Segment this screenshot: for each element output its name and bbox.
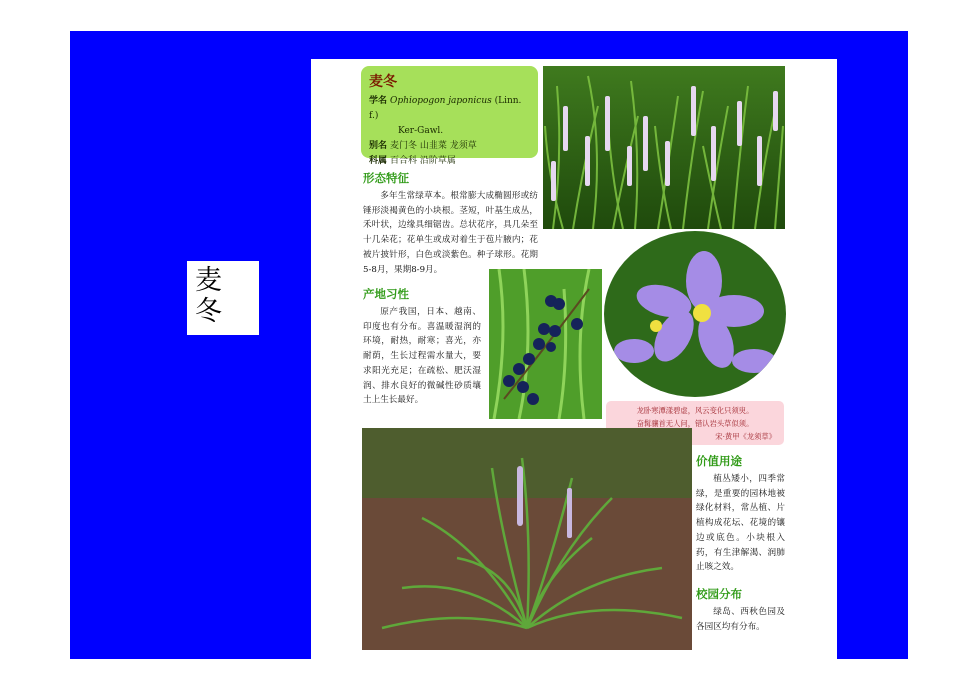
text-habit: 原产我国，日本、越南、印度也有分布。喜温暖湿润的环境，耐热，耐寒；喜光，亦耐荫，生长过程需水量大，要求阳光充足；在疏松、肥沃湿润、排水良好的微碱性砂质壤土上生长最好。 [363,307,481,406]
heading-habit: 产地习性 [363,287,409,301]
latin-author-1: (Linn. f.) [369,96,522,121]
family-row [369,154,530,169]
title-box [361,66,538,166]
text-campus: 绿岛、西秋色园及各园区均有分布。 [696,607,785,632]
latin-author-2: Ker-Gawl. [398,126,444,136]
heading-value: 价值用途 [696,454,742,468]
poem-source: 宋·黄甲《龙须草》 [715,432,776,441]
text-morphology: 多年生常绿草本。根常膨大成椭圆形或纺锤形淡褐黄色的小块根。茎短，叶基生成丛，禾叶状，边缘具细锯齿。总状花序，具几朵至十几朵花；花单生或成对着生于苞片腋内；花被片披针形，白色或淡紫色。种子球形。花期5-8月，果期8-9月。 [363,191,538,275]
heading-campus: 校园分布 [696,587,742,601]
text-value: 植丛矮小，四季常绿，是重要的园林地被绿化材料，常丛植、片植构成花坛、花境的镶边或底色。小块根入药，有生津解渴、润肺止咳之效。 [696,474,785,573]
family-key: 科属 [369,156,388,166]
scientific-name-key: 学名 [369,96,388,106]
berries-photo [489,269,602,419]
alias-row [369,139,530,154]
plant-name: 麦冬 [369,74,397,90]
flower-closeup-photo [604,231,786,397]
flower-spikes-photo [543,66,785,229]
poem-line-1: 龙卧寒潭漾碧虚，风云变化只须臾。 [636,406,754,415]
alias-value: 麦门冬 山韭菜 龙须草 [390,141,477,151]
latin-author-row [369,124,530,139]
side-title-char-1: 麦 [195,265,222,296]
side-title-char-2: 冬 [195,296,222,327]
latin-name: Ophiopogon japonicus [390,96,492,106]
scientific-name-row [369,94,530,124]
plant-clump-photo [362,428,692,650]
heading-morphology: 形态特征 [363,171,409,185]
plant-info-page [311,59,837,659]
family-value: 百合科 沿阶草属 [390,156,456,166]
poem-line-2: 奋髯骧首无人问，错认岩头草似须。 [636,419,754,428]
alias-key: 别名 [369,141,388,151]
side-title-label [187,261,259,335]
